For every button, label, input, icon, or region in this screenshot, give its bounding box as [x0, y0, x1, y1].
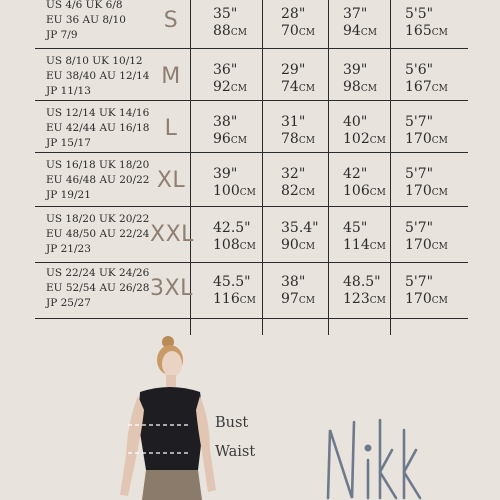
region-sizes — [46, 106, 149, 151]
hips-centimeters: 98CM — [343, 79, 377, 95]
bust-centimeters: 100CM — [213, 183, 256, 199]
size-label: M — [161, 64, 181, 89]
jp-sizes: JP 25/27 — [46, 297, 91, 309]
waist-cell — [281, 62, 347, 98]
waist-centimeters: 90CM — [281, 237, 315, 253]
height-inches: 5'5" — [405, 6, 434, 22]
hips-centimeters: 106CM — [343, 183, 386, 199]
waist-cell — [281, 6, 347, 42]
us-uk-sizes: US 4/6 UK 6/8 — [46, 0, 123, 11]
size-row — [0, 208, 500, 260]
size-row — [0, 50, 500, 102]
jp-sizes: JP 21/23 — [46, 243, 91, 255]
bust-centimeters: 96CM — [213, 131, 247, 147]
eu-au-sizes: EU 36 AU 8/10 — [46, 14, 126, 26]
height-centimeters: 170CM — [405, 291, 448, 307]
waist-centimeters: 82CM — [281, 183, 315, 199]
bust-inches: 35" — [213, 6, 238, 22]
jp-sizes: JP 7/9 — [46, 29, 78, 41]
waist-cell — [281, 114, 347, 150]
waist-inches: 35.4" — [281, 220, 319, 236]
waist-inches: 38" — [281, 274, 306, 290]
bust-inches: 38" — [213, 114, 238, 130]
jp-sizes: JP 15/17 — [46, 137, 91, 149]
row-divider — [35, 206, 468, 207]
region-sizes — [46, 266, 149, 311]
bust-cell — [213, 6, 279, 42]
hips-inches: 42" — [343, 166, 368, 182]
size-row — [0, 102, 500, 154]
bust-inches: 39" — [213, 166, 238, 182]
height-cell — [405, 62, 471, 98]
eu-au-sizes: EU 42/44 AU 16/18 — [46, 122, 150, 134]
eu-au-sizes: EU 52/54 AU 26/28 — [46, 282, 150, 294]
hips-inches: 40" — [343, 114, 368, 130]
hips-cell — [343, 166, 409, 202]
hips-cell — [343, 114, 409, 150]
height-inches: 5'7" — [405, 220, 434, 236]
eu-au-sizes: EU 38/40 AU 12/14 — [46, 70, 150, 82]
height-cell — [405, 114, 471, 150]
region-sizes — [46, 0, 126, 43]
height-cell — [405, 6, 471, 42]
waist-centimeters: 70CM — [281, 23, 315, 39]
bust-inches: 36" — [213, 62, 238, 78]
height-centimeters: 170CM — [405, 237, 448, 253]
hips-centimeters: 94CM — [343, 23, 377, 39]
hips-inches: 37" — [343, 6, 368, 22]
row-divider — [35, 48, 468, 49]
hips-cell — [343, 62, 409, 98]
bust-cell — [213, 114, 279, 150]
bust-centimeters: 88CM — [213, 23, 247, 39]
size-label: L — [164, 116, 178, 141]
hips-cell — [343, 6, 409, 42]
waist-centimeters: 74CM — [281, 79, 315, 95]
bust-cell — [213, 62, 279, 98]
height-centimeters: 170CM — [405, 183, 448, 199]
height-inches: 5'7" — [405, 166, 434, 182]
height-centimeters: 170CM — [405, 131, 448, 147]
bust-inches: 45.5" — [213, 274, 251, 290]
size-row — [0, 154, 500, 206]
row-divider — [35, 318, 468, 319]
bust-cell — [213, 220, 279, 256]
size-label: XXL — [150, 222, 194, 247]
height-centimeters: 167CM — [405, 79, 448, 95]
height-inches: 5'7" — [405, 274, 434, 290]
hips-cell — [343, 220, 409, 256]
hips-cell — [343, 274, 409, 310]
region-sizes — [46, 158, 149, 203]
hips-inches: 39" — [343, 62, 368, 78]
waist-label: Waist — [215, 444, 256, 460]
waist-inches: 28" — [281, 6, 306, 22]
waist-inches: 31" — [281, 114, 306, 130]
us-uk-sizes: US 16/18 UK 18/20 — [46, 159, 150, 171]
bust-label: Bust — [215, 415, 249, 431]
bust-centimeters: 108CM — [213, 237, 256, 253]
height-cell — [405, 166, 471, 202]
size-label: S — [163, 8, 179, 33]
eu-au-sizes: EU 46/48 AU 20/22 — [46, 174, 150, 186]
bust-centimeters: 92CM — [213, 79, 247, 95]
bust-centimeters: 116CM — [213, 291, 256, 307]
jp-sizes: JP 11/13 — [46, 85, 91, 97]
hips-centimeters: 123CM — [343, 291, 386, 307]
height-centimeters: 165CM — [405, 23, 448, 39]
hips-centimeters: 114CM — [343, 237, 386, 253]
waist-centimeters: 97CM — [281, 291, 315, 307]
waist-centimeters: 78CM — [281, 131, 315, 147]
eu-au-sizes: EU 48/50 AU 22/24 — [46, 228, 150, 240]
us-uk-sizes: US 18/20 UK 20/22 — [46, 213, 150, 225]
us-uk-sizes: US 8/10 UK 10/12 — [46, 55, 143, 67]
waist-inches: 29" — [281, 62, 306, 78]
height-cell — [405, 220, 471, 256]
region-sizes — [46, 212, 149, 257]
height-cell — [405, 274, 471, 310]
waist-cell — [281, 274, 347, 310]
bust-cell — [213, 166, 279, 202]
bust-cell — [213, 274, 279, 310]
size-row — [0, 0, 500, 46]
region-sizes — [46, 54, 149, 99]
hips-inches: 45" — [343, 220, 368, 236]
us-uk-sizes: US 22/24 UK 24/26 — [46, 267, 150, 279]
waist-cell — [281, 220, 347, 256]
model-photo — [100, 330, 220, 500]
waist-cell — [281, 166, 347, 202]
jp-sizes: JP 19/21 — [46, 189, 91, 201]
hips-centimeters: 102CM — [343, 131, 386, 147]
brand-logo — [318, 410, 428, 500]
size-label: 3XL — [150, 276, 193, 301]
bust-inches: 42.5" — [213, 220, 251, 236]
height-inches: 5'7" — [405, 114, 434, 130]
size-row — [0, 262, 500, 314]
height-inches: 5'6" — [405, 62, 434, 78]
size-label: XL — [156, 168, 186, 193]
waist-inches: 32" — [281, 166, 306, 182]
hips-inches: 48.5" — [343, 274, 381, 290]
us-uk-sizes: US 12/14 UK 14/16 — [46, 107, 150, 119]
